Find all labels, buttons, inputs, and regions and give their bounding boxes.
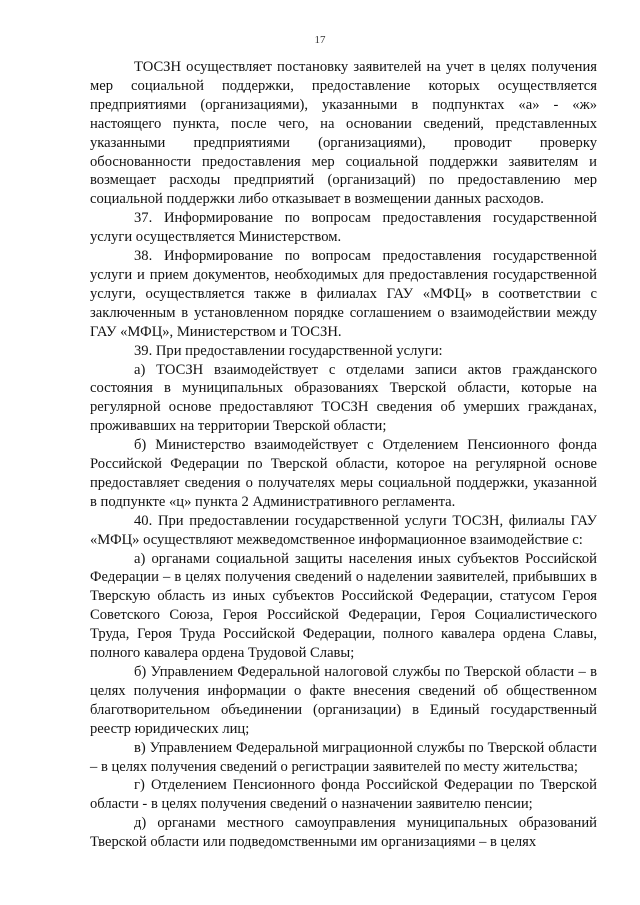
paragraph-40-g: г) Отделением Пенсионного фонда Российской Федерации по Тверской области - в целях получения сведений о назначении заявителю пенсии; — [90, 777, 597, 813]
paragraph-39: 39. При предоставлении государственной услуги: — [134, 342, 443, 359]
paragraph-40-a: а) органами социальной защиты населения иных субъектов Российской Федерации – в целях получения сведений о наделении заявителей, прибывших в Тверскую область из иных субъектов Российской Федерации, статусом Героя Советского Союза, Героя Российской Федерации, Героя Социалистического Труда, Героя Труда Российской Федерации, полного кавалера ордена Славы, полного кавалера ордена Трудовой Славы; — [90, 550, 597, 662]
paragraph-39-a: а) ТОСЗН взаимодействует с отделами записи актов гражданского состояния в муниципальных образованиях Тверской области, которые на регулярной основе предоставляют ТОСЗН сведения об умерших гражданах, проживавших на территории Тверской области; — [90, 361, 597, 435]
paragraph-40-b: б) Управлением Федеральной налоговой службы по Тверской области – в целях получения информации о факте внесения сведений об общественном благотворительном объединении (организации) в Единый государственный реестр юридических лиц; — [90, 664, 597, 737]
paragraph-40-v: в) Управлением Федеральной миграционной службы по Тверской области – в целях получения сведений о регистрации заявителей по месту жительства; — [90, 739, 597, 775]
paragraph-39-b: б) Министерство взаимодействует с Отделением Пенсионного фонда Российской Федерации по Тверской области, которое на регулярной основе предоставляет сведения о получателях меры социальной поддержки, указанной в подпункте «ц» пункта 2 Административного регламента. — [90, 437, 597, 510]
paragraph-38: 38. Информирование по вопросам предоставления государственной услуги и прием документов, необходимых для предоставления государственной услуги, осуществляется также в филиалах ГАУ «МФЦ» в соответствии с заключенным в установленном порядке соглашением о взаимодействии между ГАУ «МФЦ», Министерством и ТОСЗН. — [90, 248, 597, 340]
paragraph-40-d: д) органами местного самоуправления муниципальных образований Тверской области или подведомственными им организациями – в целях — [90, 815, 597, 851]
document-body — [90, 58, 597, 852]
page-number: 17 — [314, 34, 326, 46]
paragraph-37: 37. Информирование по вопросам предоставления государственной услуги осуществляется Министерством. — [90, 210, 597, 246]
paragraph-40: 40. При предоставлении государственной услуги ТОСЗН, филиалы ГАУ «МФЦ» осуществляют межведомственное информационное взаимодействие с: — [90, 512, 597, 548]
paragraph-tosczn-registration: ТОСЗН осуществляет постановку заявителей на учет в целях получения мер социальной поддержки, предоставление которых осуществляется предприятиями (организациями), указанными в подпунктах «а» - «ж» настоящего пункта, после чего, на основании сведений, представленных указанными предприятиями (организациями), проводит проверку обоснованности предоставления мер социальной поддержки заявителям и возмещает расходы предприятий (организаций) по предоставлению мер социальной поддержки либо отказывает в возмещении данных расходов. — [90, 59, 597, 208]
